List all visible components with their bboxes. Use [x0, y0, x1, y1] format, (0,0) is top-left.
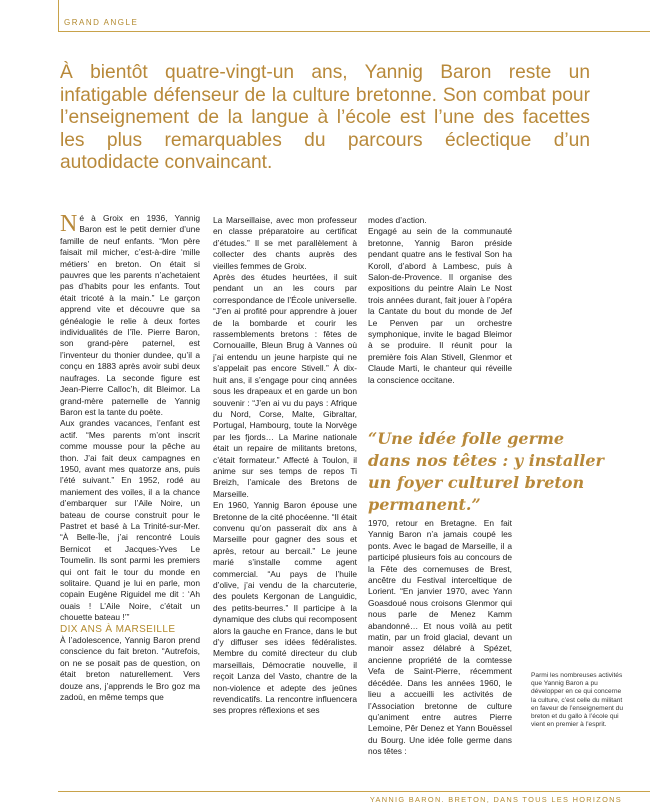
- header-rule: [58, 31, 650, 32]
- body-paragraph: 1970, retour en Bretagne. En fait Yannig Baron n’a jamais coupé les ponts. Avec le bagad de Marseille, il a participé plusieurs fois au concours de la Fête des cornemuses de Brest, ancêtre du Festival interceltique de Lorient. “En janvier 1970, avec Yann Goasdoué nous croisons Glenmor qui nous parle de Menez Kamm abandonné… Et nous voilà au petit matin, par un froid glacial, devant un manoir assez délabré à Spézet, ancienne propriété de la comtesse Vefa de Saint-Pierre, récemment décédée. Dans les années 1960, le lieu a accueilli les activités de l’Association bretonne de culture qu’animent entre autres Pierre Lemoine, Pêr Denez et Yann Bouëssel du Bourg. Une idée folle germe dans nos têtes :: [368, 518, 512, 757]
- lead-paragraph: À bientôt quatre-vingt-un ans, Yannig Baron reste un infatigable défenseur de la culture bretonne. Son combat pour l’enseignement de la langue à l’école est l’une des facettes les plus remarquables du parcours éclectique d’un autodidacte convaincant.: [60, 62, 590, 174]
- article-column-3-continued: [368, 518, 512, 758]
- subhead: DIX ANS À MARSEILLE: [60, 623, 176, 635]
- body-paragraph: À l’adolescence, Yannig Baron prend conscience du fait breton. “Autrefois, on ne se posait pas de question, on était breton naturellement. Vers douze ans, j’apprends le Bro goz ma zadoù, en même temps que: [60, 635, 200, 703]
- header-vertical-rule: [58, 0, 59, 32]
- article-column-2: [213, 215, 357, 717]
- drop-cap: N: [60, 211, 78, 237]
- body-paragraph: En 1960, Yannig Baron épouse une Bretonne de la cité phocéenne. “Il était convenu qu’on passerait dix ans à Marseille pour gagner des sous et après, retour au bercail.” Le jeune marié s’installe comme agent commercial. “Au pays de l’huile d’olive, j’ai vendu de la charcuterie, des poulets Kergonan de Languidic, des petits-beurres.” Il participe à la dynamique des clubs qui recomposent alors la gauche en France, dans le but d’y diffuser ses idées fédéralistes. Membre du comité directeur du club marseillais, Démocratie nouvelle, il reçoit Lanza del Vasto, chantre de la non-violence et adepte des jeûnes revendicatifs. La rencontre influencera ses propres réflexions et ses: [213, 500, 357, 716]
- article-column-3: [368, 215, 512, 386]
- body-paragraph: Aux grandes vacances, l’enfant est actif. “Mes parents m’ont inscrit comme mousse pour la pêche au thon. J’ai fait deux campagnes en 1950, avant mes quatorze ans, puis l’été suivant.” En 1952, rodé au maniement des voiles, il a la chance d’embarquer sur l’Aile Noire, un bateau de course construit pour le Pastret et basé à La Trinité-sur-Mer. “À Belle-Île, j’ai rencontré Louis Bernicot et Jacques-Yves Le Toumelin. Ils sont parmi les premiers qui ont fait le tour du monde en solitaire. Quand je lui en parle, mon copain Eugène Riguidel me dit : ‘Ah ouais ! L’Aile Noire, c’était un chouette bateau !’”: [60, 418, 200, 623]
- article-column-1: [60, 213, 200, 703]
- pull-quote: “Une idée folle germe dans nos têtes : y installer un foyer culturel breton permanent.”: [368, 429, 604, 514]
- running-footer: YANNIG BARON. BRETON, DANS TOUS LES HORIZONS: [369, 795, 622, 804]
- footer-rule: [58, 791, 650, 792]
- body-paragraph: La Marseillaise, avec mon professeur en classe préparatoire au certificat d’études.” Il se met parallèlement à collecter des chants auprès des vieilles femmes de Groix.: [213, 215, 357, 271]
- photo-caption: Parmi les nombreuses activités que Yannig Baron a pu développer en ce qui concerne la culture, c’est celle du militant en faveur de l’enseignement du breton et du gallo à l’école qui vient en premier à l’esprit.: [531, 672, 624, 729]
- body-paragraph: Après des études heurtées, il suit pendant un an les cours par correspondance de l’École universelle. “J’en ai profité pour apprendre à jouer de la bombarde et courir les rassemblements bretons : fêtes de Cornouaille, Bleun Brug à Vannes où j’ai entendu un jeune harpiste qui ne s’appelait pas encore Stivell.” À dix-huit ans, il s’engage pour cinq années sous les drapeaux et en garde un bon souvenir : “J’en ai vu du pays : Afrique du Nord, Corse, Malte, Gibraltar, Portugal, Hambourg, toute la Norvège par les fjords… La Marine nationale était un repaire de militants bretons, c’était formateur.” Affecté à Toulon, il anime sur ses temps de repos Ti Breizh, l’amicale des Bretons de Marseille.: [213, 272, 357, 499]
- body-paragraph: Né à Groix en 1936, Yannig Baron est le petit dernier d’une famille de neuf enfants. “Mon père faisait mil micher, c’est-à-dire ‘mille métiers’ en breton. On était si pauvres que les parents n’achetaient pas d’habits pour les enfants. Tout était tricoté à la main.” Le garçon apprend vite et découvre que sa généalogie le relie à deux fortes individualités de l’île. Pierre Baron, son grand-père paternel, est l’inventeur du thonier dundee, qu’il a conçu en 1883 après avoir subi deux naufrages. La seconde figure est Jean-Pierre Calloc’h, dit Bleimor. La grand-mère paternelle de Yannig Baron est la tante du poète.: [60, 211, 200, 417]
- body-paragraph: modes d’action.: [368, 215, 427, 225]
- body-paragraph: Engagé au sein de la communauté bretonne, Yannig Baron préside pendant quatre ans le festival Son ha Koroll, d’abord à Lambesc, puis à Salon-de-Provence. Il organise des expositions du peintre Alain Le Nost trois années durant, fait jouer à l’opéra la Cantate du bout du monde de Jef Le Penven par un orchestre symphonique, invite le bagad Bleimor à se produire. Il réunit pour la première fois Alan Stivell, Glenmor et Claude Marti, le chanteur qui réveille la conscience occitane.: [368, 226, 512, 385]
- section-label: GRAND ANGLE: [64, 18, 139, 27]
